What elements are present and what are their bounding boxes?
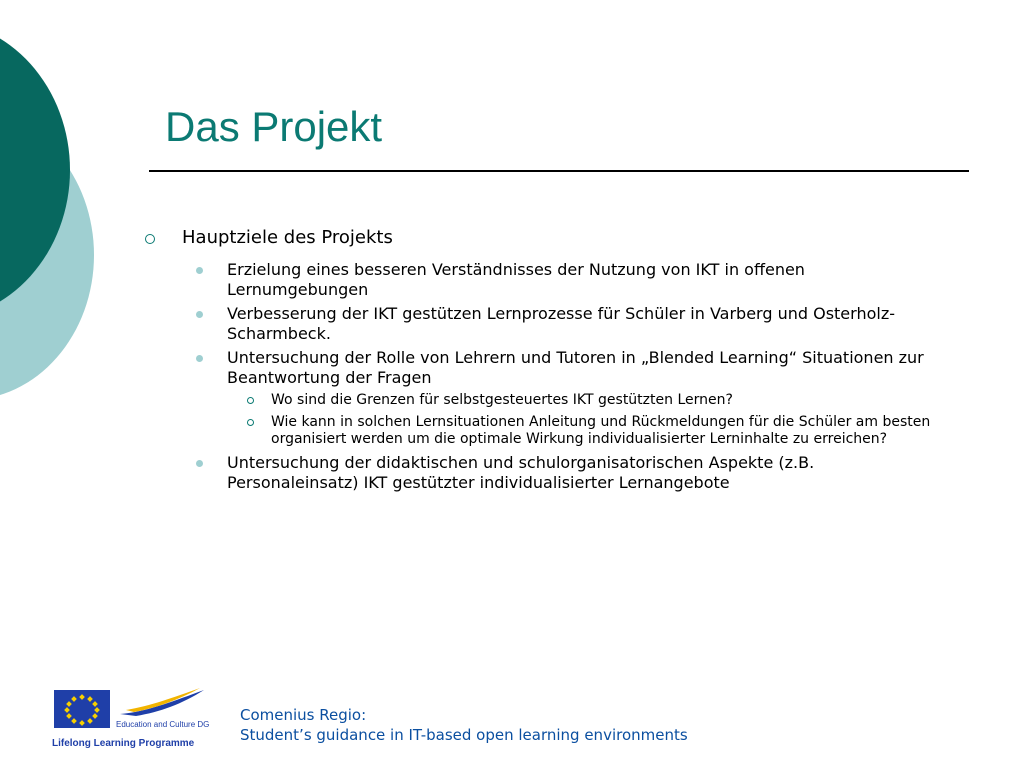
bullet-level3 <box>271 392 935 409</box>
hollow-circle-bullet-icon <box>247 419 254 426</box>
bullet-level2 <box>227 304 935 344</box>
eu-logo <box>52 686 208 752</box>
logo-text-top: Education and Culture DG <box>116 720 210 729</box>
footer-caption-line2: Student’s guidance in IT-based open learning environments <box>240 726 688 744</box>
footer-caption-line1: Comenius Regio: <box>240 706 367 724</box>
bullet-text: Hauptziele des Projekts <box>182 227 393 248</box>
filled-dot-bullet-icon <box>196 355 203 362</box>
hollow-circle-bullet-icon <box>145 234 155 244</box>
bullet-text: Verbesserung der IKT gestützen Lernprozesse für Schüler in Varberg und Osterholz- Scharmbeck. <box>227 304 895 343</box>
bullet-text: Wo sind die Grenzen für selbstgesteuertes IKT gestützten Lernen? <box>271 392 733 408</box>
hollow-circle-bullet-icon <box>247 397 254 404</box>
bullet-level2 <box>227 260 935 300</box>
filled-dot-bullet-icon <box>196 311 203 318</box>
bullet-level2 <box>227 348 935 388</box>
footer-caption <box>240 705 688 745</box>
bullet-level2-list <box>145 260 935 493</box>
page-title: Das Projekt <box>165 103 383 150</box>
bullet-text: Untersuchung der didaktischen und schulorganisatorischen Aspekte (z.B. Personaleinsatz) IKT gestützter individualisierter Lernangebote <box>227 453 815 492</box>
filled-dot-bullet-icon <box>196 267 203 274</box>
eu-flag-icon <box>54 690 110 728</box>
bullet-text: Erzielung eines besseren Verständnisses der Nutzung von IKT in offenen Lernumgebungen <box>227 260 805 299</box>
logo-text-bottom: Lifelong Learning Programme <box>52 738 195 749</box>
lifelong-learning-bird-icon <box>116 688 208 718</box>
bullet-level1 <box>145 224 935 252</box>
title-divider <box>149 170 969 172</box>
slide-content <box>145 224 935 497</box>
bullet-level3 <box>271 414 935 448</box>
bullet-text: Wie kann in solchen Lernsituationen Anleitung und Rückmeldungen für die Schüler am besten organisiert werden um die optimale Wirkung individualisierter Lerninhalte zu erreichen? <box>271 414 931 447</box>
bullet-level2 <box>227 453 935 493</box>
filled-dot-bullet-icon <box>196 460 203 467</box>
bullet-text: Untersuchung der Rolle von Lehrern und Tutoren in „Blended Learning“ Situationen zur Beantwortung der Fragen <box>227 348 924 387</box>
